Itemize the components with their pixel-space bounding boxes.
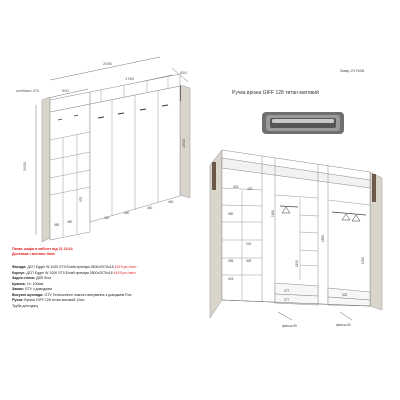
- spec-line: Труба для одягу: [12, 303, 39, 308]
- dim-label: 1900: [271, 209, 275, 217]
- cell-label: 970: [79, 196, 83, 202]
- dim-left-width: 900: [62, 88, 69, 93]
- dim-height: 2630: [22, 162, 27, 171]
- spec-line: Висувні шухляди: GTV Телескопічні повного висування з доводжем Rux: [12, 292, 132, 297]
- spec-line: Задня стінка: ДВП біла: [12, 276, 52, 280]
- spec-line: Ручки: Врізна GIFF 128 титан матовий 12шт.: [12, 298, 86, 302]
- dim-label: 400: [246, 259, 252, 263]
- note-line-1: Папки шафи в кабінет від 21.10.24: [12, 247, 73, 251]
- drawer: [275, 294, 318, 305]
- dim-inner-width: 1780: [125, 76, 134, 81]
- spec-line: Цоколь: H= 100мм: [12, 281, 44, 286]
- cell-label: 440: [147, 206, 153, 210]
- dim-label: 277: [284, 289, 290, 293]
- dim-side-panel: слебина 270: [16, 88, 40, 93]
- spec-line: Фасади: ДСП Egger W 1000 ST9 Білий преміум 2800х2070х18 4197грн./лист: [12, 265, 137, 269]
- dim-label: 1320: [361, 256, 365, 264]
- dim-label: 403: [228, 277, 234, 281]
- dim-label: 423: [247, 187, 253, 191]
- order-notes: [12, 247, 73, 257]
- cell-label: 440: [124, 211, 130, 215]
- right-wardrobe-view: [210, 150, 382, 320]
- handle-title: Ручка врізна GIFF 128 титан матовий: [232, 90, 319, 96]
- dim-label: 550: [228, 212, 234, 216]
- dim-label: 243: [246, 242, 252, 246]
- false-panel-label: фальш 50: [282, 324, 297, 328]
- handle-illustration: [262, 112, 344, 134]
- dim-label: 403: [233, 185, 239, 189]
- cell-label: 450: [67, 220, 73, 224]
- note-line-2: Доставка і монтаж: Київ: [12, 252, 55, 256]
- dim-label: 322: [342, 293, 348, 297]
- dim-label: 277: [284, 298, 290, 302]
- dim-label: 355: [228, 259, 234, 263]
- dim-depth: 550: [180, 70, 187, 75]
- dim-label: 1190: [295, 260, 299, 267]
- dim-label: 1820: [321, 234, 325, 242]
- spec-line: Замки: GTV з доводжем: [12, 287, 52, 291]
- false-panel-label: фальш 50: [336, 323, 351, 327]
- cell-label: 440: [168, 200, 174, 204]
- cell-label: 450: [54, 223, 60, 227]
- left-side-panel: [42, 97, 50, 242]
- order-number: Замр 217406: [340, 68, 365, 73]
- dim-overall-width: 2050: [103, 61, 112, 66]
- dim-door-height: 1900: [181, 139, 186, 148]
- material-specs: [12, 265, 137, 309]
- cell-label: 440: [104, 216, 110, 220]
- spec-line: Корпус: ДСП Egger W 1000 ST9 Білий преміум 2800х2070х18 4197грн./лист: [12, 270, 136, 275]
- left-wardrobe-view: [36, 57, 190, 242]
